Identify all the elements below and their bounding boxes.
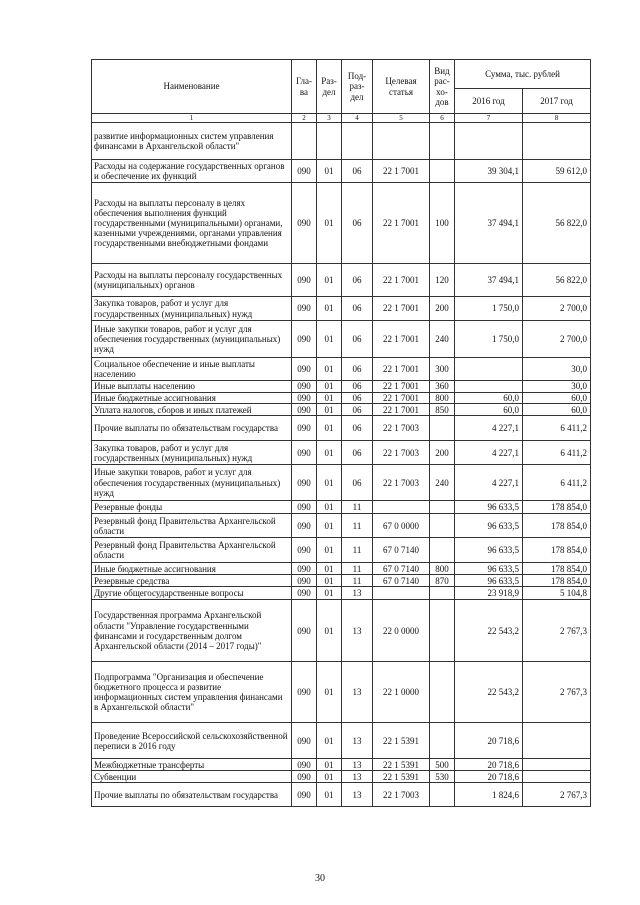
cell-expense-type: 850 xyxy=(430,404,455,416)
table-row xyxy=(92,465,591,501)
cell-glava: 090 xyxy=(292,416,317,441)
cell-target-article: 22 1 5391 xyxy=(373,723,430,759)
cell-name: развитие информационных систем управления финансами в Архангельской области" xyxy=(92,123,292,160)
cell-sum-2017: 6 411,2 xyxy=(523,441,591,465)
cell-sum-2016: 4 227,1 xyxy=(455,441,523,465)
cell-glava: 090 xyxy=(292,514,317,538)
cell-name: Прочие выплаты по обязательствам государства xyxy=(92,416,292,441)
cell-glava: 090 xyxy=(292,662,317,723)
cell-sum-2016: 60,0 xyxy=(455,404,523,416)
cell-expense-type: 360 xyxy=(430,381,455,393)
table-row xyxy=(92,441,591,465)
cell-sum-2017 xyxy=(523,123,591,160)
cell-podrazdel: 06 xyxy=(342,441,373,465)
cell-podrazdel: 06 xyxy=(342,264,373,297)
cell-razdel: 01 xyxy=(317,771,342,783)
cell-razdel: 01 xyxy=(317,393,342,404)
cell-expense-type xyxy=(430,514,455,538)
cell-target-article: 22 1 7003 xyxy=(373,441,430,465)
cell-name: Уплата налогов, сборов и иных платежей xyxy=(92,404,292,416)
header-razdel: Раз- дел xyxy=(317,60,342,114)
cell-expense-type xyxy=(430,538,455,563)
cell-sum-2016 xyxy=(455,358,523,381)
cell-name: Резервные фонды xyxy=(92,501,292,514)
cell-glava: 090 xyxy=(292,297,317,321)
table-row xyxy=(92,358,591,381)
cell-razdel: 01 xyxy=(317,575,342,587)
cell-sum-2016: 39 304,1 xyxy=(455,160,523,183)
cell-podrazdel: 06 xyxy=(342,358,373,381)
cell-razdel: 01 xyxy=(317,264,342,297)
cell-glava: 090 xyxy=(292,404,317,416)
cell-target-article: 67 0 7140 xyxy=(373,538,430,563)
cell-name: Иные бюджетные ассигнования xyxy=(92,563,292,575)
cell-name: Государственная программа Архангельской области "Управление государственными финансами и государственным долгом Архангельской области (2014 – 2017 годы)" xyxy=(92,600,292,662)
cell-expense-type: 800 xyxy=(430,563,455,575)
cell-sum-2016: 20 718,6 xyxy=(455,771,523,783)
column-number: 5 xyxy=(373,114,430,123)
table-row xyxy=(92,123,591,160)
cell-podrazdel: 13 xyxy=(342,759,373,771)
cell-glava: 090 xyxy=(292,321,317,358)
cell-name: Расходы на выплаты персоналу в целях обеспечения выполнения функций государственными (муниципальными) органами, казенными учреждениями, органами управления государственными внебюджетными фондами xyxy=(92,183,292,264)
cell-podrazdel: 13 xyxy=(342,723,373,759)
cell-razdel: 01 xyxy=(317,160,342,183)
cell-name: Расходы на содержание государственных органов и обеспечение их функций xyxy=(92,160,292,183)
cell-razdel: 01 xyxy=(317,297,342,321)
column-number: 7 xyxy=(455,114,523,123)
header-2016: 2016 год xyxy=(455,89,523,114)
cell-razdel: 01 xyxy=(317,783,342,807)
cell-target-article: 22 1 7001 xyxy=(373,404,430,416)
cell-target-article: 22 1 7001 xyxy=(373,183,430,264)
cell-sum-2017: 56 822,0 xyxy=(523,264,591,297)
cell-target-article: 67 0 0000 xyxy=(373,514,430,538)
cell-expense-type: 530 xyxy=(430,771,455,783)
cell-sum-2016: 37 494,1 xyxy=(455,264,523,297)
cell-target-article xyxy=(373,123,430,160)
cell-glava: 090 xyxy=(292,600,317,662)
cell-razdel: 01 xyxy=(317,587,342,600)
column-number: 1 xyxy=(92,114,292,123)
cell-razdel: 01 xyxy=(317,465,342,501)
table-row xyxy=(92,297,591,321)
cell-razdel: 01 xyxy=(317,416,342,441)
table-row xyxy=(92,783,591,807)
cell-razdel: 01 xyxy=(317,321,342,358)
table-row xyxy=(92,393,591,404)
cell-name: Закупка товаров, работ и услуг для государственных (муниципальных) нужд xyxy=(92,297,292,321)
cell-sum-2016: 23 918,9 xyxy=(455,587,523,600)
cell-target-article: 22 1 5391 xyxy=(373,759,430,771)
cell-expense-type: 870 xyxy=(430,575,455,587)
cell-podrazdel: 06 xyxy=(342,160,373,183)
cell-sum-2017: 2 767,3 xyxy=(523,662,591,723)
cell-sum-2017: 6 411,2 xyxy=(523,465,591,501)
cell-glava: 090 xyxy=(292,587,317,600)
header-2017: 2017 год xyxy=(523,89,591,114)
column-number: 3 xyxy=(317,114,342,123)
cell-glava: 090 xyxy=(292,465,317,501)
table-row xyxy=(92,575,591,587)
cell-target-article: 22 1 7003 xyxy=(373,416,430,441)
cell-razdel: 01 xyxy=(317,381,342,393)
cell-sum-2016: 22 543,2 xyxy=(455,662,523,723)
cell-glava: 090 xyxy=(292,563,317,575)
table-row xyxy=(92,404,591,416)
cell-expense-type: 300 xyxy=(430,358,455,381)
header-summa: Сумма, тыс. рублей xyxy=(455,60,591,89)
table-row xyxy=(92,662,591,723)
cell-sum-2016: 1 824,6 xyxy=(455,783,523,807)
cell-sum-2017: 5 104,8 xyxy=(523,587,591,600)
cell-glava: 090 xyxy=(292,501,317,514)
cell-sum-2016: 60,0 xyxy=(455,393,523,404)
cell-sum-2017: 178 854,0 xyxy=(523,514,591,538)
cell-sum-2016: 20 718,6 xyxy=(455,723,523,759)
cell-glava xyxy=(292,123,317,160)
cell-name: Субвенции xyxy=(92,771,292,783)
cell-razdel xyxy=(317,123,342,160)
cell-sum-2016: 1 750,0 xyxy=(455,297,523,321)
cell-expense-type: 100 xyxy=(430,183,455,264)
cell-expense-type xyxy=(430,600,455,662)
cell-sum-2016: 22 543,2 xyxy=(455,600,523,662)
cell-name: Прочие выплаты по обязательствам государства xyxy=(92,783,292,807)
cell-target-article: 22 1 7003 xyxy=(373,783,430,807)
cell-podrazdel: 13 xyxy=(342,662,373,723)
cell-podrazdel: 13 xyxy=(342,771,373,783)
cell-name: Резервные средства xyxy=(92,575,292,587)
cell-expense-type xyxy=(430,662,455,723)
page-number: 30 xyxy=(315,873,325,884)
budget-table xyxy=(91,59,591,807)
cell-razdel: 01 xyxy=(317,759,342,771)
cell-glava: 090 xyxy=(292,575,317,587)
cell-sum-2017: 178 854,0 xyxy=(523,575,591,587)
cell-podrazdel: 06 xyxy=(342,321,373,358)
cell-podrazdel: 06 xyxy=(342,381,373,393)
cell-name: Закупка товаров, работ и услуг для государственных (муниципальных) нужд xyxy=(92,441,292,465)
cell-sum-2017: 60,0 xyxy=(523,404,591,416)
cell-expense-type: 200 xyxy=(430,441,455,465)
cell-podrazdel: 13 xyxy=(342,587,373,600)
cell-name: Социальное обеспечение и иные выплаты населению xyxy=(92,358,292,381)
cell-target-article: 22 1 7001 xyxy=(373,321,430,358)
cell-target-article: 22 1 7001 xyxy=(373,381,430,393)
cell-sum-2016: 20 718,6 xyxy=(455,759,523,771)
cell-target-article: 22 1 7001 xyxy=(373,358,430,381)
cell-razdel: 01 xyxy=(317,600,342,662)
cell-podrazdel: 11 xyxy=(342,514,373,538)
cell-sum-2017: 178 854,0 xyxy=(523,563,591,575)
column-number: 8 xyxy=(523,114,591,123)
cell-expense-type xyxy=(430,160,455,183)
cell-target-article: 22 1 7001 xyxy=(373,393,430,404)
cell-razdel: 01 xyxy=(317,662,342,723)
table-row xyxy=(92,587,591,600)
cell-podrazdel: 13 xyxy=(342,600,373,662)
cell-expense-type: 240 xyxy=(430,465,455,501)
cell-expense-type: 120 xyxy=(430,264,455,297)
cell-expense-type xyxy=(430,501,455,514)
cell-name: Иные закупки товаров, работ и услуг для обеспечения государственных (муниципальных) нужд xyxy=(92,465,292,501)
cell-sum-2017 xyxy=(523,771,591,783)
column-number: 6 xyxy=(430,114,455,123)
cell-razdel: 01 xyxy=(317,501,342,514)
cell-glava: 090 xyxy=(292,393,317,404)
table-row xyxy=(92,321,591,358)
cell-sum-2017: 30,0 xyxy=(523,381,591,393)
table-row xyxy=(92,160,591,183)
cell-target-article: 22 1 5391 xyxy=(373,771,430,783)
cell-name: Межбюджетные трансферты xyxy=(92,759,292,771)
cell-sum-2016: 96 633,5 xyxy=(455,575,523,587)
cell-name: Подпрограмма "Организация и обеспечение бюджетного процесса и развитие информационных систем управления финансами в Архангельской области" xyxy=(92,662,292,723)
cell-expense-type: 200 xyxy=(430,297,455,321)
table-row xyxy=(92,759,591,771)
cell-sum-2016 xyxy=(455,123,523,160)
cell-sum-2017: 2 767,3 xyxy=(523,600,591,662)
cell-razdel: 01 xyxy=(317,183,342,264)
cell-sum-2016: 96 633,5 xyxy=(455,563,523,575)
header-podrazdel: Под- раз- дел xyxy=(342,60,373,114)
cell-razdel: 01 xyxy=(317,358,342,381)
cell-podrazdel: 06 xyxy=(342,393,373,404)
cell-glava: 090 xyxy=(292,160,317,183)
cell-podrazdel: 11 xyxy=(342,501,373,514)
cell-glava: 090 xyxy=(292,538,317,563)
cell-razdel: 01 xyxy=(317,441,342,465)
cell-glava: 090 xyxy=(292,783,317,807)
cell-name: Расходы на выплаты персоналу государственных (муниципальных) органов xyxy=(92,264,292,297)
cell-podrazdel: 06 xyxy=(342,404,373,416)
table-row xyxy=(92,771,591,783)
cell-expense-type: 500 xyxy=(430,759,455,771)
cell-podrazdel xyxy=(342,123,373,160)
cell-expense-type xyxy=(430,723,455,759)
cell-name: Проведение Всероссийской сельскохозяйственной переписи в 2016 году xyxy=(92,723,292,759)
cell-sum-2017: 2 700,0 xyxy=(523,297,591,321)
cell-razdel: 01 xyxy=(317,538,342,563)
cell-sum-2017: 178 854,0 xyxy=(523,538,591,563)
cell-sum-2017: 2 700,0 xyxy=(523,321,591,358)
cell-sum-2016 xyxy=(455,381,523,393)
cell-sum-2016: 96 633,5 xyxy=(455,538,523,563)
cell-sum-2016: 96 633,5 xyxy=(455,514,523,538)
table-row xyxy=(92,600,591,662)
cell-glava: 090 xyxy=(292,264,317,297)
cell-sum-2016: 4 227,1 xyxy=(455,465,523,501)
cell-podrazdel: 06 xyxy=(342,183,373,264)
table-row xyxy=(92,723,591,759)
cell-sum-2017: 2 767,3 xyxy=(523,783,591,807)
cell-podrazdel: 11 xyxy=(342,563,373,575)
column-number: 2 xyxy=(292,114,317,123)
cell-podrazdel: 11 xyxy=(342,538,373,563)
cell-sum-2016: 4 227,1 xyxy=(455,416,523,441)
cell-name: Иные бюджетные ассигнования xyxy=(92,393,292,404)
cell-podrazdel: 06 xyxy=(342,465,373,501)
table-row xyxy=(92,381,591,393)
table-row xyxy=(92,563,591,575)
cell-expense-type: 240 xyxy=(430,321,455,358)
cell-podrazdel: 06 xyxy=(342,297,373,321)
cell-sum-2017 xyxy=(523,723,591,759)
table-row xyxy=(92,264,591,297)
cell-razdel: 01 xyxy=(317,723,342,759)
cell-sum-2016: 1 750,0 xyxy=(455,321,523,358)
cell-name: Резервный фонд Правительства Архангельской области xyxy=(92,514,292,538)
cell-sum-2017: 178 854,0 xyxy=(523,501,591,514)
cell-name: Другие общегосударственные вопросы xyxy=(92,587,292,600)
cell-podrazdel: 06 xyxy=(342,416,373,441)
header-glava: Гла- ва xyxy=(292,60,317,114)
table-row xyxy=(92,183,591,264)
cell-name: Иные выплаты населению xyxy=(92,381,292,393)
cell-name: Иные закупки товаров, работ и услуг для обеспечения государственных (муниципальных) нужд xyxy=(92,321,292,358)
table-row xyxy=(92,501,591,514)
cell-target-article: 67 0 7140 xyxy=(373,575,430,587)
header-statya: Целевая статья xyxy=(373,60,430,114)
cell-glava: 090 xyxy=(292,441,317,465)
cell-razdel: 01 xyxy=(317,563,342,575)
cell-glava: 090 xyxy=(292,723,317,759)
cell-target-article xyxy=(373,501,430,514)
cell-expense-type: 800 xyxy=(430,393,455,404)
cell-podrazdel: 11 xyxy=(342,575,373,587)
cell-expense-type xyxy=(430,416,455,441)
cell-podrazdel: 13 xyxy=(342,783,373,807)
cell-target-article: 67 0 7140 xyxy=(373,563,430,575)
header-name: Наименование xyxy=(92,60,292,114)
cell-target-article: 22 1 7001 xyxy=(373,264,430,297)
cell-expense-type xyxy=(430,783,455,807)
column-number: 4 xyxy=(342,114,373,123)
cell-target-article: 22 1 7001 xyxy=(373,297,430,321)
cell-sum-2017: 30,0 xyxy=(523,358,591,381)
cell-glava: 090 xyxy=(292,358,317,381)
table-row xyxy=(92,514,591,538)
cell-glava: 090 xyxy=(292,771,317,783)
cell-razdel: 01 xyxy=(317,514,342,538)
cell-sum-2017: 60,0 xyxy=(523,393,591,404)
cell-glava: 090 xyxy=(292,381,317,393)
cell-expense-type xyxy=(430,123,455,160)
cell-glava: 090 xyxy=(292,759,317,771)
cell-glava: 090 xyxy=(292,183,317,264)
cell-target-article: 22 1 7001 xyxy=(373,160,430,183)
cell-name: Резервный фонд Правительства Архангельской области xyxy=(92,538,292,563)
cell-razdel: 01 xyxy=(317,404,342,416)
cell-expense-type xyxy=(430,587,455,600)
header-vid: Вид рас- хо- дов xyxy=(430,60,455,114)
cell-sum-2016: 37 494,1 xyxy=(455,183,523,264)
table-row xyxy=(92,416,591,441)
cell-target-article: 22 1 7003 xyxy=(373,465,430,501)
cell-sum-2017: 6 411,2 xyxy=(523,416,591,441)
cell-target-article: 22 0 0000 xyxy=(373,600,430,662)
cell-sum-2017: 56 822,0 xyxy=(523,183,591,264)
cell-target-article: 22 1 0000 xyxy=(373,662,430,723)
cell-sum-2017: 59 612,0 xyxy=(523,160,591,183)
cell-sum-2017 xyxy=(523,759,591,771)
cell-target-article xyxy=(373,587,430,600)
table-row xyxy=(92,538,591,563)
cell-sum-2016: 96 633,5 xyxy=(455,501,523,514)
